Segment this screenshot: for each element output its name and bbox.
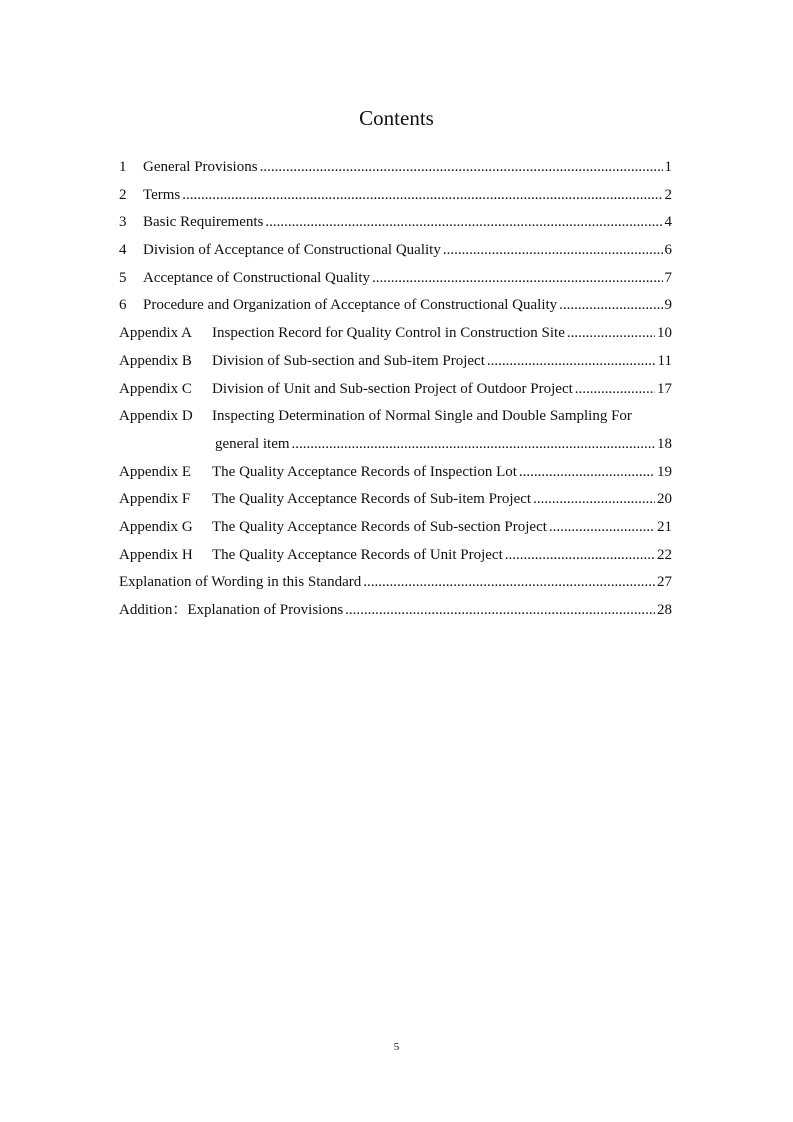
toc-entry-title: Procedure and Organization of Acceptance of Constructional Quality [143,297,558,314]
toc-entry-title: General Provisions [143,159,258,175]
toc-entry-page: 1 [664,159,672,175]
toc-entry[interactable] [119,459,672,487]
toc-entry-page: 6 [664,242,672,259]
toc-entry-appendix-label: Appendix H [119,546,193,563]
toc-entry-title: The Quality Acceptance Records of Sub-section Project [212,518,547,535]
toc-entry-title: Inspecting Determination of Normal Single and Double Sampling For [212,408,632,425]
toc-entry-title-continued: general item [215,435,290,452]
toc-entry[interactable] [119,569,672,597]
leader-dots [533,486,655,514]
toc-entry-page: 17 [657,380,672,397]
leader-dots [559,292,662,320]
leader-dots [519,459,655,487]
toc-entry-page: 19 [657,463,672,480]
toc-entry[interactable] [119,348,672,376]
toc-entry-title: The Quality Acceptance Records of Inspection Lot [212,463,517,480]
toc-entry-appendix-label: Appendix E [119,463,192,480]
toc-entry-title: Division of Unit and Sub-section Project of Outdoor Project [212,380,573,397]
leader-dots [549,514,655,542]
toc-entry-page: 7 [664,269,672,286]
toc-entry-title: Division of Acceptance of Constructional Quality [143,242,441,259]
toc-entry-title: Inspection Record for Quality Control in Construction Site [212,325,565,342]
toc-entry-appendix-label: Appendix B [119,352,192,369]
toc-entry-page: 22 [657,546,672,563]
toc-entry[interactable] [119,597,672,625]
toc-entry[interactable] [119,376,672,404]
toc-entry-number: 5 [119,269,127,286]
toc-entry-number: 2 [119,186,127,203]
toc-entry[interactable] [119,514,672,542]
toc-entry-title: Division of Sub-section and Sub-item Project [212,352,485,369]
toc-entry-page: 9 [664,297,672,314]
toc-entry-number: 4 [119,242,127,259]
toc-entry-title: The Quality Acceptance Records of Sub-item Project [212,491,532,508]
toc-entry[interactable] [119,320,672,348]
leader-dots [567,320,655,348]
toc-entry[interactable] [119,403,672,458]
leader-dots [265,209,662,237]
leader-dots [260,154,663,182]
toc-entry-title: Basic Requirements [143,214,264,231]
toc-entry[interactable] [119,154,672,182]
toc-entry-page: 28 [657,602,672,618]
leader-dots [505,542,655,570]
table-of-contents [119,154,672,625]
toc-entry-page: 21 [657,518,672,535]
toc-entry[interactable] [119,542,672,570]
toc-entry-number: 6 [119,297,127,314]
toc-entry-appendix-label: Appendix C [119,380,192,397]
toc-entry-page: 11 [657,352,672,369]
toc-entry-title: Addition：Explanation of Provisions [119,602,344,618]
toc-entry-page: 20 [657,491,672,508]
leader-dots [345,597,655,625]
toc-entry-page: 2 [664,186,672,203]
toc-entry[interactable] [119,209,672,237]
leader-dots [443,237,663,265]
toc-entry-page: 27 [657,574,672,591]
toc-entry-title: Explanation of Wording in this Standard [119,574,362,591]
toc-entry-appendix-label: Appendix G [119,518,193,535]
toc-entry[interactable] [119,292,672,320]
toc-entry-page: 10 [657,325,672,342]
toc-entry[interactable] [119,265,672,293]
toc-entry-title: Terms [143,186,181,203]
toc-entry-number: 1 [119,159,127,175]
toc-entry[interactable] [119,182,672,210]
leader-dots [182,182,662,210]
leader-dots [292,431,655,459]
toc-entry-number: 3 [119,214,127,231]
page-number: 5 [393,1041,400,1053]
page-title: Contents [359,106,434,130]
toc-entry-appendix-label: Appendix A [119,325,192,342]
leader-dots [575,376,655,404]
toc-entry-title: The Quality Acceptance Records of Unit Project [212,546,503,563]
toc-entry-page: 4 [664,214,672,231]
leader-dots [363,569,655,597]
toc-entry-appendix-label: Appendix D [119,408,193,425]
toc-entry-page: 18 [657,435,672,452]
leader-dots [487,348,656,376]
leader-dots [372,265,662,293]
toc-entry-title: Acceptance of Constructional Quality [143,269,371,286]
toc-entry[interactable] [119,237,672,265]
toc-entry-appendix-label: Appendix F [119,491,191,508]
toc-entry[interactable] [119,486,672,514]
